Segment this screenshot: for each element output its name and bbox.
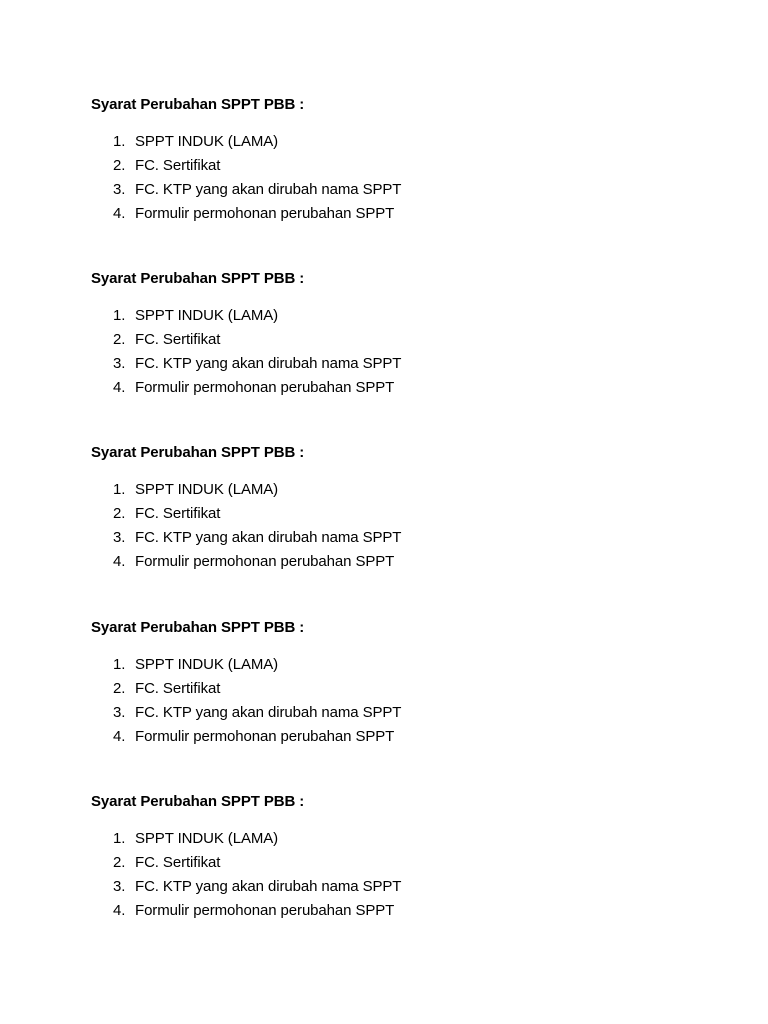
list-item-text: SPPT INDUK (LAMA)	[135, 307, 279, 324]
list-number: 3.	[113, 355, 126, 372]
requirements-list	[91, 304, 691, 400]
list-item	[91, 376, 691, 400]
list-item	[91, 827, 691, 851]
list-item-text: FC. KTP yang akan dirubah nama SPPT	[135, 878, 402, 895]
list-item-text: FC. KTP yang akan dirubah nama SPPT	[135, 181, 402, 198]
list-number: 4.	[113, 553, 126, 570]
list-item	[91, 550, 691, 574]
list-item-text: Formulir permohonan perubahan SPPT	[135, 728, 395, 745]
list-item-text: Formulir permohonan perubahan SPPT	[135, 205, 395, 222]
list-item-text: Formulir permohonan perubahan SPPT	[135, 902, 395, 919]
list-item	[91, 851, 691, 875]
list-number: 1.	[113, 830, 126, 847]
list-item-text: FC. Sertifikat	[135, 157, 221, 174]
list-item-text: FC. Sertifikat	[135, 680, 221, 697]
list-item	[91, 178, 691, 202]
list-item-text: Formulir permohonan perubahan SPPT	[135, 379, 395, 396]
requirements-list	[91, 130, 691, 226]
list-number: 1.	[113, 307, 126, 324]
list-item	[91, 154, 691, 178]
requirements-section	[91, 96, 691, 226]
section-heading: Syarat Perubahan SPPT PBB :	[91, 444, 305, 461]
list-item-text: FC. KTP yang akan dirubah nama SPPT	[135, 355, 402, 372]
list-item-text: FC. KTP yang akan dirubah nama SPPT	[135, 529, 402, 546]
requirements-list	[91, 827, 691, 923]
list-number: 1.	[113, 481, 126, 498]
requirements-section	[91, 444, 691, 574]
list-item	[91, 875, 691, 899]
list-item-text: SPPT INDUK (LAMA)	[135, 481, 279, 498]
list-item-text: SPPT INDUK (LAMA)	[135, 656, 279, 673]
list-item	[91, 328, 691, 352]
list-item-text: FC. Sertifikat	[135, 505, 221, 522]
list-item-text: FC. Sertifikat	[135, 854, 221, 871]
list-number: 4.	[113, 902, 126, 919]
list-number: 3.	[113, 529, 126, 546]
list-number: 2.	[113, 854, 126, 871]
list-number: 3.	[113, 878, 126, 895]
list-item	[91, 502, 691, 526]
list-number: 2.	[113, 680, 126, 697]
requirements-section	[91, 793, 691, 923]
list-item	[91, 202, 691, 226]
list-number: 2.	[113, 331, 126, 348]
section-heading: Syarat Perubahan SPPT PBB :	[91, 96, 305, 113]
list-item	[91, 130, 691, 154]
list-number: 3.	[113, 704, 126, 721]
list-item-text: Formulir permohonan perubahan SPPT	[135, 553, 395, 570]
section-heading: Syarat Perubahan SPPT PBB :	[91, 619, 305, 636]
list-number: 2.	[113, 505, 126, 522]
list-item	[91, 677, 691, 701]
list-item	[91, 304, 691, 328]
list-number: 2.	[113, 157, 126, 174]
list-number: 4.	[113, 728, 126, 745]
list-number: 1.	[113, 133, 126, 150]
list-item-text: FC. Sertifikat	[135, 331, 221, 348]
list-item-text: SPPT INDUK (LAMA)	[135, 830, 279, 847]
section-heading: Syarat Perubahan SPPT PBB :	[91, 270, 305, 287]
requirements-list	[91, 653, 691, 749]
requirements-list	[91, 478, 691, 574]
list-number: 3.	[113, 181, 126, 198]
requirements-section	[91, 270, 691, 400]
list-item	[91, 352, 691, 376]
list-item-text: FC. KTP yang akan dirubah nama SPPT	[135, 704, 402, 721]
requirements-section	[91, 619, 691, 749]
list-item	[91, 526, 691, 550]
list-number: 1.	[113, 656, 126, 673]
list-item	[91, 701, 691, 725]
list-item	[91, 653, 691, 677]
list-item	[91, 725, 691, 749]
section-heading: Syarat Perubahan SPPT PBB :	[91, 793, 305, 810]
list-item	[91, 899, 691, 923]
list-item-text: SPPT INDUK (LAMA)	[135, 133, 279, 150]
list-item	[91, 478, 691, 502]
list-number: 4.	[113, 205, 126, 222]
list-number: 4.	[113, 379, 126, 396]
